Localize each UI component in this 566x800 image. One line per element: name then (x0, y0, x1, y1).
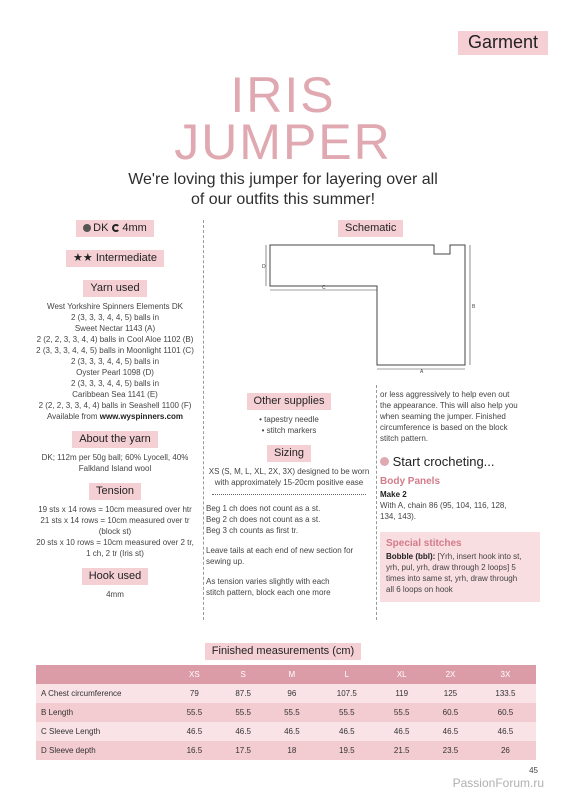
bobble-text: [Yrh, insert hook into st, (435, 552, 522, 561)
about-yarn-section (30, 431, 200, 474)
yarn-used-section (30, 280, 200, 422)
sizing-heading: Sizing (267, 445, 311, 462)
dotted-divider (212, 494, 366, 495)
schematic-heading: Schematic (338, 220, 403, 237)
table-cell: 133.5 (475, 684, 536, 703)
table-cell: 55.5 (316, 703, 377, 722)
cont-line: or less aggressively to help even out (380, 390, 510, 399)
tension-heading: Tension (89, 483, 141, 500)
table-cell: 46.5 (170, 722, 219, 741)
available-prefix: Available from (46, 412, 100, 421)
label-d: D (262, 264, 266, 270)
special-stitches-box (380, 532, 540, 602)
table-cell: 107.5 (316, 684, 377, 703)
body-panels-heading: Body Panels (380, 476, 441, 487)
middle-column (206, 393, 372, 598)
table-row (36, 703, 536, 722)
table-cell: 125 (426, 684, 475, 703)
table-header: 3X (475, 665, 536, 684)
label-c: C (322, 285, 326, 291)
supply-item: • tapestry needle (259, 415, 319, 424)
table-cell: 55.5 (219, 703, 268, 722)
supplier-link[interactable]: www.wyspinners.com (99, 412, 184, 421)
start-heading (380, 454, 540, 470)
right-column (380, 389, 540, 602)
special-line: all 6 loops on hook (386, 585, 453, 594)
about-line: DK; 112m per 50g ball; 60% Lyocell, 40% (41, 453, 189, 462)
label-b: B (472, 304, 476, 310)
other-supplies-section (206, 393, 372, 436)
table-row (36, 684, 536, 703)
schematic-outline (270, 245, 465, 365)
yarn-ball-icon (83, 224, 91, 232)
yarn-line: Caribbean Sea 1141 (E) (72, 390, 158, 399)
special-stitches-heading: Special stitches (386, 538, 462, 549)
table-cell: 46.5 (316, 722, 377, 741)
table-cell: 46.5 (377, 722, 426, 741)
sizing-line: with approximately 15-20cm positive ease (214, 478, 364, 487)
table-header: XS (170, 665, 219, 684)
title-line-2: JUMPER (174, 114, 392, 170)
cont-line: when seaming the jumper. Finished (380, 412, 506, 421)
table-cell: 18 (268, 741, 317, 760)
table-cell: 55.5 (268, 703, 317, 722)
table-cell: 96 (268, 684, 317, 703)
table-cell: 79 (170, 684, 219, 703)
yarn-line: 2 (3, 3, 3, 4, 4, 5) balls in (70, 313, 160, 322)
table-cell: 46.5 (426, 722, 475, 741)
measurements-title-wrap (0, 641, 566, 664)
star-icon: ★★ (73, 252, 93, 264)
yarn-line: 2 (2, 2, 3, 3, 4, 4) balls in Seashell 1100 (F) (38, 401, 192, 410)
table-cell: 60.5 (426, 703, 475, 722)
table-cell: 55.5 (377, 703, 426, 722)
tension-line: 20 sts x 10 rows = 10cm measured over 2 tr, (36, 538, 194, 547)
table-cell: 87.5 (219, 684, 268, 703)
table-cell: 46.5 (475, 722, 536, 741)
available-from (30, 411, 200, 422)
watermark: PassionForum.ru (452, 776, 544, 790)
tension-line: 19 sts x 14 rows = 10cm measured over htr (38, 505, 192, 514)
weight-hook-badge (76, 220, 154, 237)
column-divider (203, 220, 204, 620)
note-line: sewing up. (206, 557, 245, 566)
jumper-schematic (262, 240, 482, 380)
about-line: Falkland Island wool (78, 464, 152, 473)
yarn-used-heading: Yarn used (83, 280, 146, 297)
table-cell: 16.5 (170, 741, 219, 760)
start-label: Start crocheting... (392, 454, 495, 469)
yarn-weight: DK (93, 222, 109, 234)
note-line: Leave tails at each end of new section for (206, 546, 354, 555)
measurements-title: Finished measurements (cm) (205, 643, 361, 660)
special-line: times into same st, yrh, draw through (386, 574, 518, 583)
note-line: As tension varies slightly with each (206, 577, 330, 586)
difficulty-label: Intermediate (95, 252, 157, 264)
chain-line: With A, chain 86 (95, 104, 116, 128, (380, 501, 507, 510)
table-row (36, 741, 536, 760)
note-line: stitch pattern, block each one more (206, 588, 331, 597)
tension-line: 21 sts x 14 rows = 10cm measured over tr (40, 516, 190, 525)
page-number: 45 (529, 766, 538, 775)
yarn-line: West Yorkshire Spinners Elements DK (47, 302, 183, 311)
category-tag: Garment (458, 31, 548, 55)
sizing-line: XS (S, M, L, XL, 2X, 3X) designed to be worn (208, 467, 370, 476)
yarn-line: 2 (2, 2, 3, 3, 4, 4) balls in Cool Aloe 1102 (B) (36, 335, 194, 344)
table-cell: 26 (475, 741, 536, 760)
yarn-line: Sweet Nectar 1143 (A) (74, 324, 156, 333)
supply-item: • stitch markers (261, 426, 317, 435)
make-count (380, 489, 540, 500)
table-cell: 17.5 (219, 741, 268, 760)
hook-heading: Hook used (82, 568, 149, 585)
cont-line: the appearance. This will also help you (380, 401, 518, 410)
subtitle (0, 170, 566, 210)
title-line-1: IRIS (230, 67, 336, 123)
hook-value: 4mm (106, 590, 124, 599)
table-cell: 55.5 (170, 703, 219, 722)
hook-size: 4mm (122, 222, 147, 234)
note-line: Beg 1 ch does not count as a st. (206, 504, 321, 513)
table-header-row (36, 665, 536, 684)
table-header: L (316, 665, 377, 684)
yarn-line: 2 (3, 3, 3, 4, 4, 5) balls in Moonlight 1101 (C) (36, 346, 194, 355)
table-cell: 21.5 (377, 741, 426, 760)
column-divider-2 (376, 385, 377, 620)
table-header (36, 665, 170, 684)
table-cell: 19.5 (316, 741, 377, 760)
measurements-table (36, 665, 536, 760)
hook-icon (112, 224, 120, 232)
cont-line: circumference is based on the block (380, 423, 508, 432)
special-line (386, 551, 534, 562)
difficulty-badge (66, 250, 164, 267)
subtitle-line-1: We're loving this jumper for layering over all (128, 171, 438, 188)
table-row (36, 722, 536, 741)
yarn-line: 2 (3, 3, 3, 4, 4, 5) balls in (70, 357, 160, 366)
tension-section (30, 483, 200, 559)
special-line: yrh, pul, yrh, draw through 2 loops] 5 (386, 563, 516, 572)
chain-line: 134, 143). (380, 512, 417, 521)
table-cell: 23.5 (426, 741, 475, 760)
sizing-section (206, 445, 372, 488)
cont-line: stitch pattern. (380, 434, 429, 443)
note-line: Beg 3 ch counts as first tr. (206, 526, 299, 535)
yarn-line: 2 (3, 3, 3, 4, 4, 5) balls in (70, 379, 160, 388)
flower-icon (380, 457, 389, 466)
table-cell: A Chest circumference (36, 684, 170, 703)
tension-line: 1 ch, 2 tr (Iris st) (86, 549, 144, 558)
table-header: 2X (426, 665, 475, 684)
table-cell: 46.5 (219, 722, 268, 741)
note-line: Beg 2 ch does not count as a st. (206, 515, 321, 524)
hook-section (30, 568, 200, 600)
table-header: XL (377, 665, 426, 684)
yarn-line: Oyster Pearl 1098 (D) (76, 368, 154, 377)
table-cell: 46.5 (268, 722, 317, 741)
table-cell: D Sleeve depth (36, 741, 170, 760)
table-cell: 119 (377, 684, 426, 703)
table-header: M (268, 665, 317, 684)
table-header: S (219, 665, 268, 684)
bobble-label: Bobble (bbl): (386, 552, 436, 561)
make-label: Make 2 (380, 490, 407, 499)
tension-line: (block st) (98, 527, 132, 536)
table-cell: C Sleeve Length (36, 722, 170, 741)
table-cell: 60.5 (475, 703, 536, 722)
about-yarn-heading: About the yarn (72, 431, 158, 448)
subtitle-line-2: of our outfits this summer! (190, 191, 376, 208)
other-supplies-heading: Other supplies (247, 393, 332, 410)
left-column (30, 220, 200, 609)
label-a: A (420, 369, 424, 375)
table-cell: B Length (36, 703, 170, 722)
